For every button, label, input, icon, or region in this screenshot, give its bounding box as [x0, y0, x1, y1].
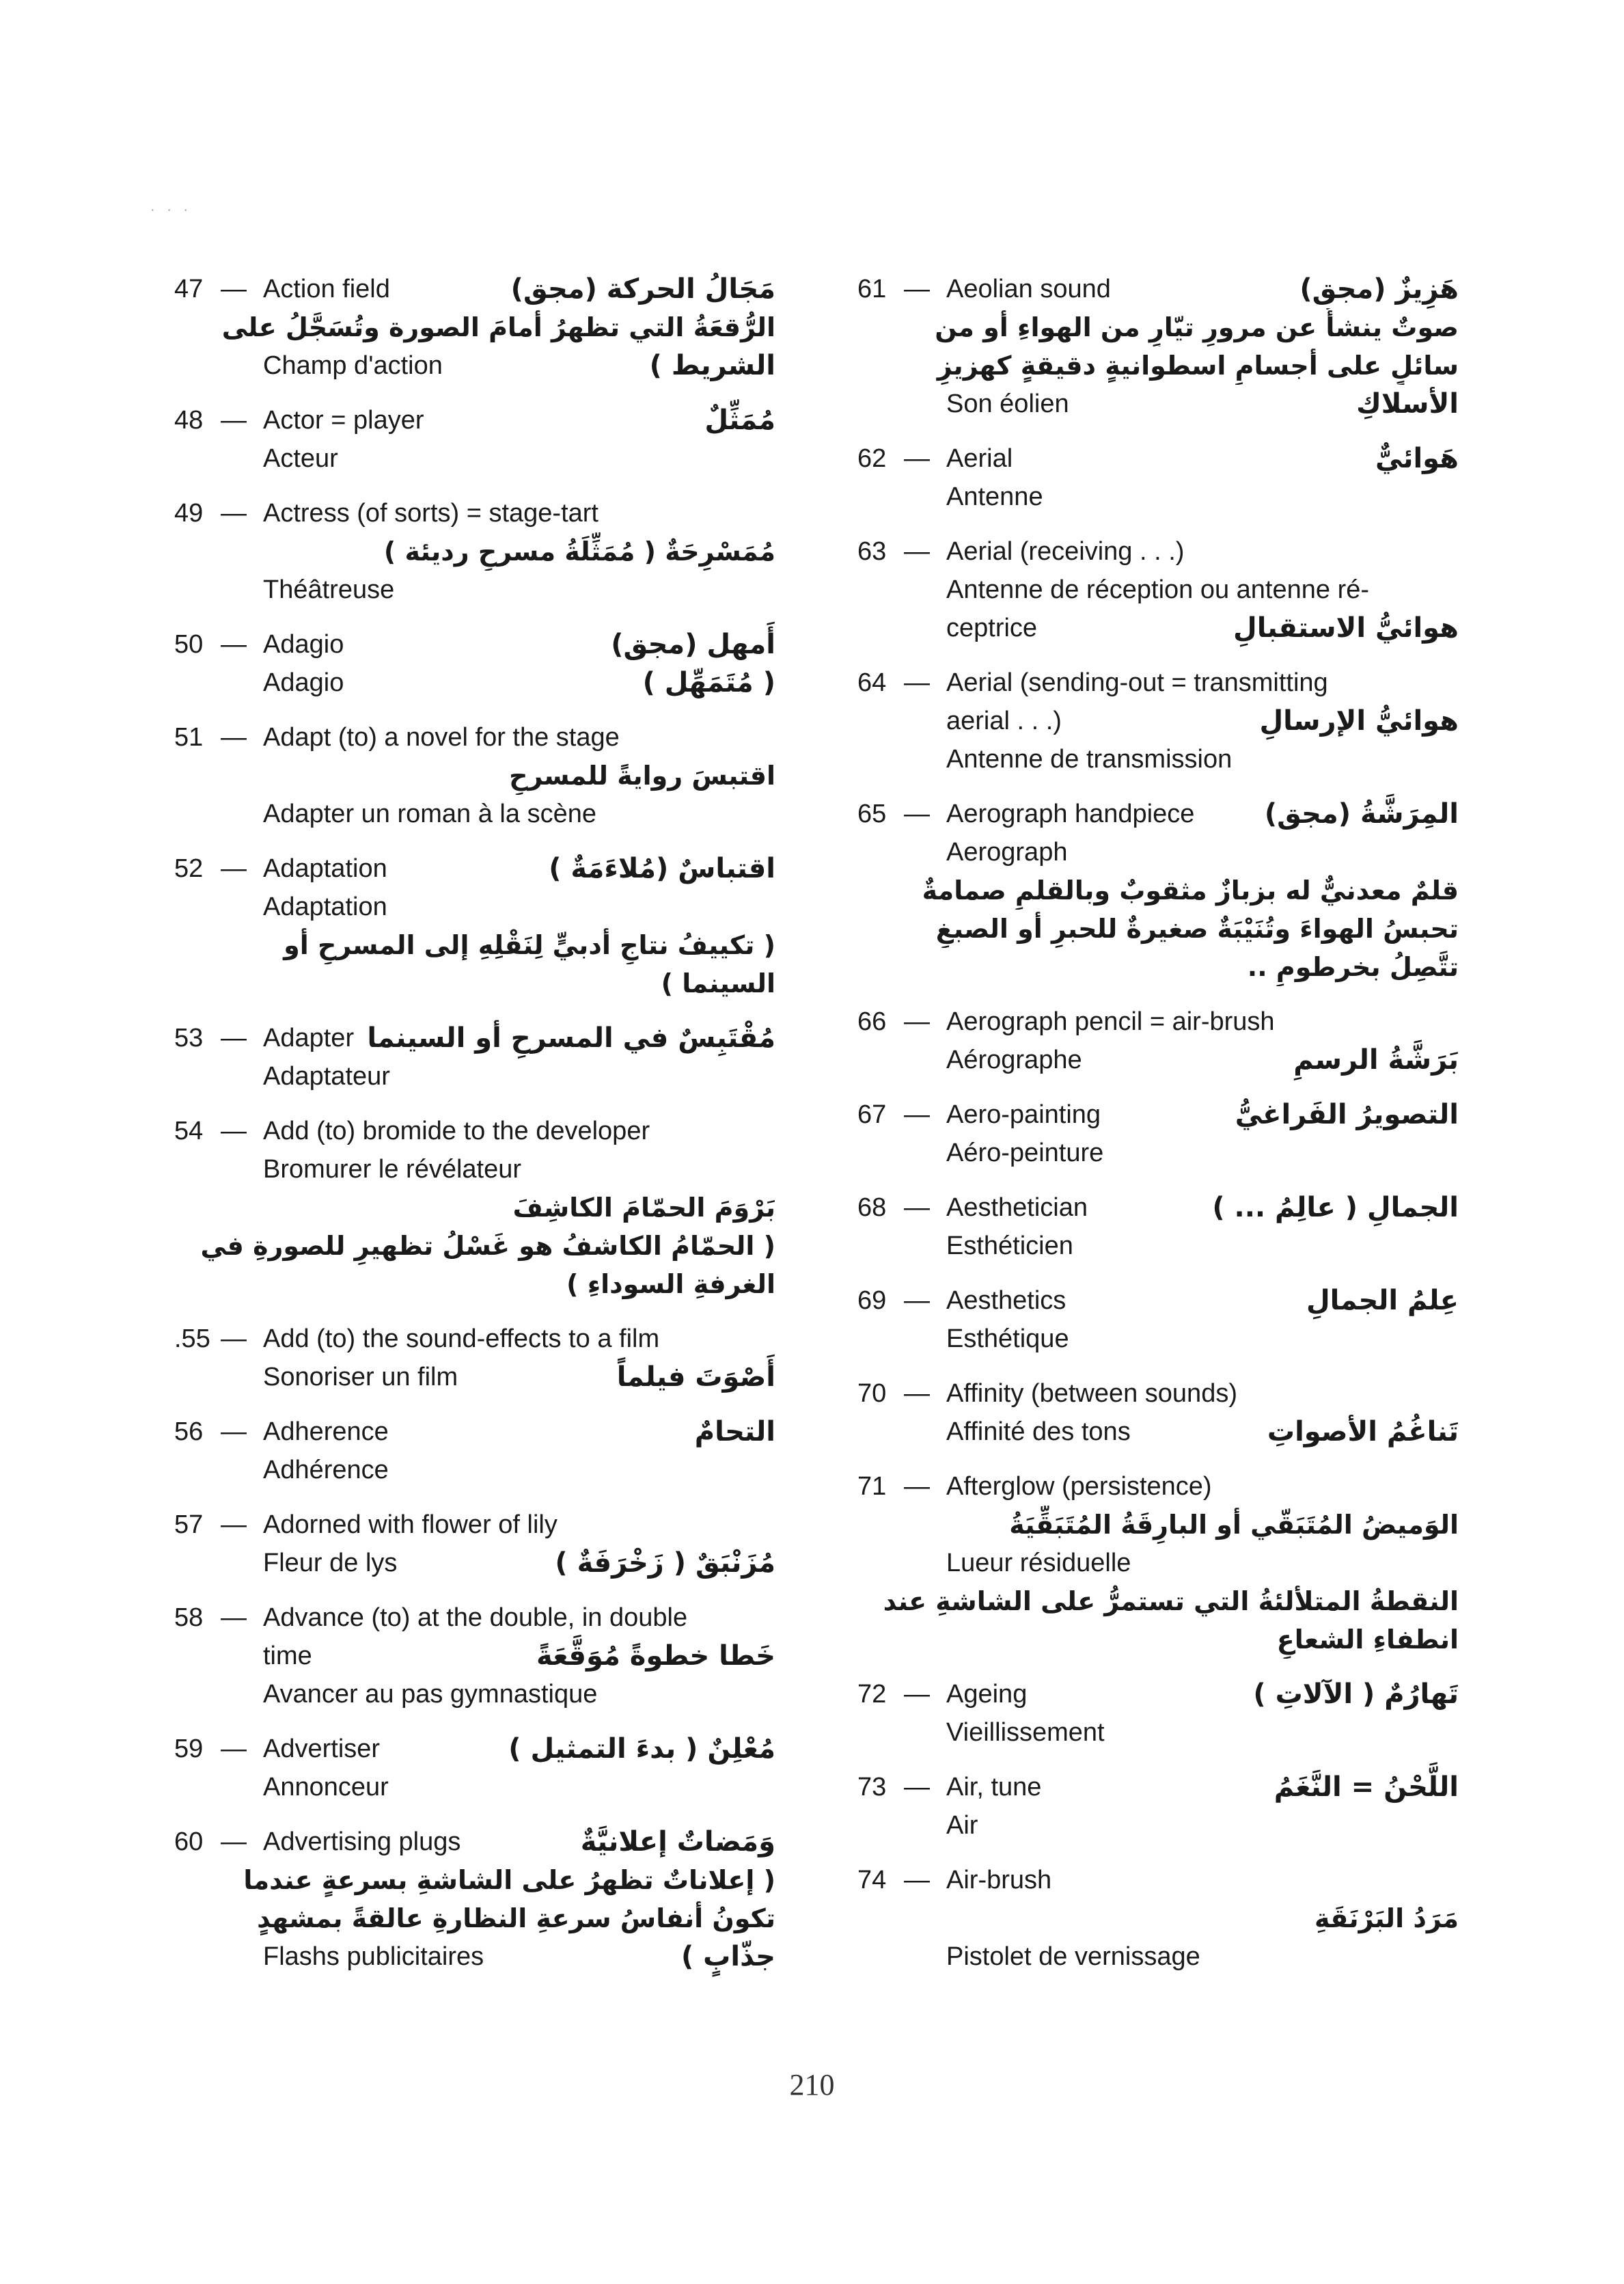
arabic-term: تَهارُمٌ ( الآلاتِ ): [1253, 1678, 1459, 1710]
arabic-definition: السينما ): [661, 968, 775, 998]
french-term: Antenne de réception ou antenne ré-: [946, 575, 1370, 604]
entry-dash: —: [904, 800, 930, 828]
entry-spacer: [857, 1659, 1459, 1675]
french-term: Adhérence: [263, 1456, 389, 1484]
arabic-term: أَمهل (مجق): [611, 629, 775, 660]
english-term: Afterglow (persistence): [946, 1472, 1212, 1501]
english-term: Adherence: [263, 1417, 389, 1446]
entry-dash: —: [904, 1193, 930, 1222]
entry-dash: —: [221, 854, 247, 883]
entry-dash: —: [904, 1100, 930, 1129]
entry-dash: —: [221, 275, 247, 303]
entry-dash: —: [904, 1472, 930, 1501]
dictionary-entry: [857, 532, 1459, 647]
arabic-definition: صوتٌ ينشأُ عن مرورِ تيّارٍ من الهواءِ أو من: [935, 312, 1459, 342]
english-term: Actor = player: [263, 406, 424, 435]
arabic-definition: ( الحمّامُ الكاشفُ هو غَسْلُ تظهيرِ للصورةِ في: [200, 1231, 775, 1261]
entry-line: [857, 1374, 1459, 1413]
entry-line: [857, 478, 1459, 516]
english-term: Actress (of sorts) = stage-tart: [263, 499, 598, 528]
english-term: Adagio: [263, 630, 344, 659]
entry-number: 48: [174, 406, 204, 435]
entry-line: [857, 1134, 1459, 1172]
entry-dash: —: [904, 1007, 930, 1036]
entry-dash: —: [221, 1324, 247, 1353]
entry-spacer: [857, 1265, 1459, 1281]
entry-spacer: [174, 1096, 775, 1112]
french-term: aerial . . .): [946, 707, 1062, 735]
entry-spacer: [174, 702, 775, 718]
english-term: Adapt (to) a novel for the stage: [263, 723, 620, 752]
entry-line: [174, 625, 775, 664]
scan-marks: · · ·: [150, 202, 193, 217]
entry-number: 52: [174, 854, 204, 883]
entry-dash: —: [904, 444, 930, 473]
entry-number: 49: [174, 499, 204, 528]
entry-line: [174, 1768, 775, 1806]
french-term: Annonceur: [263, 1773, 389, 1802]
entry-number: 69: [857, 1286, 887, 1315]
french-term: Avancer au pas gymnastique: [263, 1680, 598, 1709]
arabic-term: وَمَضاتٌ إعلانيَّةٌ: [580, 1826, 775, 1858]
entry-line: [857, 1096, 1459, 1134]
entry-spacer: [174, 1003, 775, 1019]
dictionary-entry: [857, 795, 1459, 986]
french-term: Pistolet de vernissage: [946, 1942, 1200, 1971]
entry-number: 54: [174, 1117, 204, 1145]
arabic-definition: الوَميضُ المُتَبَقّي أو البارِقَةُ المُتَبَقِّيَةُ: [1009, 1510, 1459, 1540]
arabic-term: خَطا خطوةً مُوَقَّعَةً: [536, 1640, 775, 1672]
english-term: Aerial: [946, 444, 1013, 473]
dictionary-entry: [857, 1861, 1459, 1976]
arabic-definition: النقطةُ المتلألئةُ التي تستمرُّ على الشاشةِ عند: [883, 1586, 1459, 1616]
dictionary-entry: [857, 1096, 1459, 1172]
english-term: Aesthetics: [946, 1286, 1066, 1315]
entry-spacer: [857, 1079, 1459, 1096]
french-term: Adaptation: [263, 893, 387, 921]
entry-dash: —: [904, 1680, 930, 1709]
entry-spacer: [174, 1976, 775, 1992]
entry-line: [174, 1057, 775, 1096]
french-term: Champ d'action: [263, 351, 443, 380]
entry-line: [857, 1003, 1459, 1041]
english-term: Aesthetician: [946, 1193, 1088, 1222]
entry-line: [174, 1112, 775, 1150]
entry-line: [174, 1599, 775, 1637]
entry-line: [857, 1675, 1459, 1713]
entry-number: 62: [857, 444, 887, 473]
entry-line: [857, 439, 1459, 478]
entry-spacer: [174, 1582, 775, 1599]
english-term: Aerial (sending-out = transmitting: [946, 668, 1328, 697]
arabic-term: هَوائيٌّ: [1375, 443, 1459, 474]
english-term: Affinity (between sounds): [946, 1379, 1237, 1408]
entry-line: [174, 718, 775, 757]
entry-spacer: [857, 423, 1459, 439]
dictionary-entry: [174, 718, 775, 833]
french-term: Adapter un roman à la scène: [263, 800, 596, 828]
entry-spacer: [857, 1451, 1459, 1467]
entry-spacer: [857, 1976, 1459, 1992]
entry-dash: —: [221, 1603, 247, 1632]
french-term: Antenne: [946, 482, 1043, 511]
arabic-term: بَرَشَّةُ الرسمِ: [1293, 1044, 1459, 1076]
french-term: Adaptateur: [263, 1062, 390, 1091]
english-term: Action field: [263, 275, 390, 303]
arabic-definition: بَرْوَمَ الحمّامَ الكاشِفَ: [512, 1193, 775, 1223]
entry-number: 61: [857, 275, 887, 303]
entry-line: [174, 1544, 775, 1582]
arabic-term: مُمَثِّلٌ: [704, 405, 775, 436]
entry-spacer: [174, 1303, 775, 1320]
french-term: Vieillissement: [946, 1718, 1105, 1747]
arabic-definition: اقتبسَ روايةً للمسرحِ: [509, 761, 775, 791]
entry-number: 71: [857, 1472, 887, 1501]
entry-line: [857, 1544, 1459, 1582]
entry-line: [857, 609, 1459, 647]
entry-number: 72: [857, 1680, 887, 1709]
entry-line: [174, 1413, 775, 1451]
english-term: Aerograph pencil = air-brush: [946, 1007, 1275, 1036]
entry-line: [857, 740, 1459, 778]
entry-dash: —: [904, 1379, 930, 1408]
dictionary-entry: [857, 1188, 1459, 1265]
entry-line: [174, 664, 775, 702]
entry-line: [857, 664, 1459, 702]
arabic-term: مُزَنْبَقٌ ( زَخْرَفَةٌ ): [555, 1547, 775, 1579]
entry-line: [857, 1713, 1459, 1752]
french-term: Flashs publicitaires: [263, 1942, 484, 1971]
arabic-term: هوائيُّ الإرسالِ: [1259, 705, 1459, 737]
entry-line: [174, 1451, 775, 1489]
entry-line: [174, 1358, 775, 1396]
arabic-term: الأسلاكِ: [1356, 388, 1459, 420]
arabic-term: هوائيُّ الاستقبالِ: [1233, 612, 1459, 644]
entry-dash: —: [221, 723, 247, 752]
arabic-term: الجمالِ ( عالِمُ ... ): [1212, 1192, 1459, 1223]
entry-spacer: [857, 1358, 1459, 1374]
entry-dash: —: [221, 1827, 247, 1856]
english-term: Advertiser: [263, 1735, 381, 1763]
entry-dash: —: [221, 1024, 247, 1052]
entry-line: [857, 1413, 1459, 1451]
arabic-definition: ( تكييفُ نتاجٍ أدبيٍّ لِنَقْلِهِ إلى المسرحِ أو: [284, 930, 775, 960]
dictionary-entry: [174, 1730, 775, 1806]
french-term: ceptrice: [946, 614, 1038, 642]
entry-spacer: [174, 385, 775, 401]
arabic-definition: تحبسُ الهواءَ وتُنَيْبَةٌ صغيرةٌ للحبرِ أو الصبغِ: [935, 914, 1459, 944]
entry-line: [857, 532, 1459, 571]
english-term: Add (to) bromide to the developer: [263, 1117, 650, 1145]
dictionary-entry: [174, 1112, 775, 1303]
entry-line: [857, 385, 1459, 423]
arabic-term: التحامٌ: [694, 1416, 775, 1447]
dictionary-entry: [857, 439, 1459, 516]
entry-number: 47: [174, 275, 204, 303]
entry-dash: —: [221, 1117, 247, 1145]
entry-spacer: [174, 833, 775, 849]
french-term: Affinité des tons: [946, 1417, 1131, 1446]
left-column: [174, 270, 775, 1992]
french-term: Théâtreuse: [263, 575, 395, 604]
entry-number: 64: [857, 668, 887, 697]
arabic-definition: مَرَدُ البَرْنَقَةِ: [1314, 1903, 1459, 1933]
arabic-term: هَزِيزٌ (مجق): [1299, 273, 1459, 305]
entry-dash: —: [904, 668, 930, 697]
entry-line: [174, 1730, 775, 1768]
french-term: Antenne de transmission: [946, 745, 1233, 774]
arabic-term: عِلمُ الجمالِ: [1306, 1285, 1459, 1316]
entry-line: [857, 1188, 1459, 1227]
entry-number: 66: [857, 1007, 887, 1036]
entry-line: [174, 401, 775, 439]
entry-line: [174, 1506, 775, 1544]
entry-number: 53: [174, 1024, 204, 1052]
dictionary-entry: [857, 1467, 1459, 1659]
entry-number: 65: [857, 800, 887, 828]
french-term: Esthétique: [946, 1324, 1069, 1353]
french-term: time: [263, 1642, 312, 1670]
entry-line: [857, 1861, 1459, 1899]
english-term: Adapter: [263, 1024, 355, 1052]
arabic-term: التصويرُ الفَراغيُّ: [1235, 1099, 1459, 1130]
entry-number: .55: [174, 1324, 210, 1353]
entry-number: 73: [857, 1773, 887, 1802]
arabic-term: المِرَشَّةُ (مجق): [1264, 798, 1459, 830]
english-term: Aero-painting: [946, 1100, 1101, 1129]
entry-line: [857, 1768, 1459, 1806]
arabic-definition: مُمَسْرِحَةٌ ( مُمَثِّلَةُ مسرحٍ رديئة ): [383, 536, 775, 567]
english-term: Adorned with flower of lily: [263, 1510, 558, 1539]
entry-number: 59: [174, 1735, 204, 1763]
english-term: Ageing: [946, 1680, 1028, 1709]
entry-line: [857, 1320, 1459, 1358]
entry-dash: —: [221, 499, 247, 528]
entry-number: 57: [174, 1510, 204, 1539]
french-term: Esthéticien: [946, 1232, 1073, 1260]
english-term: Air, tune: [946, 1773, 1042, 1802]
page-number: 210: [789, 2068, 835, 2102]
entry-number: 51: [174, 723, 204, 752]
entry-line: [857, 1041, 1459, 1079]
entry-line: [857, 1467, 1459, 1506]
entry-number: 70: [857, 1379, 887, 1408]
entry-spacer: [174, 1713, 775, 1730]
dictionary-entry: [174, 270, 775, 385]
arabic-term: جذّابٍ ): [680, 1941, 775, 1972]
entry-line: [174, 1675, 775, 1713]
entry-spacer: [857, 1752, 1459, 1768]
right-column: [857, 270, 1459, 1992]
dictionary-entry: [857, 1768, 1459, 1845]
entry-line: [174, 888, 775, 926]
entry-line: [857, 1281, 1459, 1320]
entry-spacer: [174, 1806, 775, 1823]
dictionary-entry: [174, 1320, 775, 1396]
english-term: Add (to) the sound-effects to a film: [263, 1324, 660, 1353]
entry-number: 60: [174, 1827, 204, 1856]
entry-number: 63: [857, 537, 887, 566]
entry-number: 58: [174, 1603, 204, 1632]
arabic-term: اقتباسٌ (مُلاءَمَةٌ ): [549, 853, 775, 884]
entry-line: [174, 1637, 775, 1675]
dictionary-entry: [174, 494, 775, 609]
arabic-term: مُعْلِنٌ ( بدءَ التمثيل ): [508, 1733, 775, 1765]
entry-dash: —: [904, 1773, 930, 1802]
entry-dash: —: [221, 630, 247, 659]
french-term: Son éolien: [946, 390, 1069, 418]
entry-spacer: [857, 1845, 1459, 1861]
arabic-definition: تتَّصِلُ بخرطومٍ ..: [1247, 952, 1459, 982]
entry-number: 50: [174, 630, 204, 659]
arabic-definition: انطفاءِ الشعاعِ: [1276, 1624, 1459, 1655]
entry-line: [857, 795, 1459, 833]
entry-number: 56: [174, 1417, 204, 1446]
dictionary-entry: [857, 1281, 1459, 1358]
french-term: Adagio: [263, 668, 344, 697]
entry-line: [174, 439, 775, 478]
entry-line: [857, 833, 1459, 871]
english-term: Advertising plugs: [263, 1827, 461, 1856]
entry-line: [857, 571, 1459, 609]
entry-spacer: [857, 516, 1459, 532]
french-term: Bromurer le révélateur: [263, 1155, 522, 1184]
dictionary-entry: [857, 1675, 1459, 1752]
arabic-definition: تكونُ أنفاسُ سرعةِ النظارةِ عالقةً بمشهدٍ: [257, 1903, 775, 1933]
dictionary-entry: [174, 1413, 775, 1489]
entry-line: [857, 270, 1459, 308]
french-term: Aérographe: [946, 1046, 1082, 1074]
arabic-term: مُقْتَبِسٌ في المسرحِ أو السينما: [367, 1022, 775, 1054]
entry-line: [174, 346, 775, 385]
french-term: Aerograph: [946, 838, 1068, 867]
arabic-term: ( مُتَمَهِّل ): [642, 667, 775, 698]
entry-line: [174, 494, 775, 532]
dictionary-entry: [857, 270, 1459, 423]
entry-spacer: [174, 1489, 775, 1506]
french-term: Aéro-peinture: [946, 1139, 1104, 1167]
french-term: Lueur résiduelle: [946, 1549, 1131, 1577]
entry-dash: —: [221, 1510, 247, 1539]
dictionary-entry: [174, 625, 775, 702]
entry-spacer: [857, 778, 1459, 795]
dictionary-entry: [174, 1599, 775, 1713]
entry-dash: —: [904, 1866, 930, 1894]
dictionary-entry: [174, 401, 775, 478]
entry-number: 74: [857, 1866, 887, 1894]
english-term: Advance (to) at the double, in double: [263, 1603, 688, 1632]
arabic-definition: قلمٌ معدنيٌّ له بزبازٌ مثقوبٌ وبالقلمِ صمامةٌ: [922, 875, 1459, 906]
entry-dash: —: [904, 1286, 930, 1315]
french-term: Sonoriser un film: [263, 1363, 458, 1391]
dictionary-entry: [174, 1506, 775, 1582]
entry-line: [174, 1938, 775, 1976]
english-term: Aerial (receiving . . .): [946, 537, 1185, 566]
arabic-term: الشريط ): [649, 350, 775, 381]
entry-line: [174, 1150, 775, 1188]
arabic-term: تَناغُمُ الأصواتِ: [1267, 1416, 1459, 1447]
entry-spacer: [857, 986, 1459, 1003]
english-term: Aerograph handpiece: [946, 800, 1195, 828]
entry-line: [857, 1806, 1459, 1845]
dictionary-entry: [174, 1019, 775, 1096]
french-term: Acteur: [263, 444, 338, 473]
arabic-term: اللَّحْنُ = النَّغَمُ: [1274, 1771, 1459, 1803]
english-term: Air-brush: [946, 1866, 1052, 1894]
entry-spacer: [857, 1172, 1459, 1188]
arabic-definition: ( إعلاناتٌ تظهرُ على الشاشةِ بسرعةٍ عندما: [243, 1865, 775, 1895]
entry-spacer: [857, 647, 1459, 664]
dictionary-entry: [857, 664, 1459, 778]
entry-line: [174, 849, 775, 888]
arabic-term: أَصْوَتَ فيلماً: [616, 1361, 775, 1393]
dictionary-entry: [174, 849, 775, 1003]
french-term: Fleur de lys: [263, 1549, 398, 1577]
entry-line: [174, 1320, 775, 1358]
entry-spacer: [174, 478, 775, 494]
entry-line: [857, 1227, 1459, 1265]
entry-line: [174, 571, 775, 609]
english-term: Adaptation: [263, 854, 387, 883]
arabic-definition: سائلٍ على أجسامٍ اسطوانيةٍ دقيقةٍ كهزيزِ: [937, 351, 1459, 381]
entry-line: [174, 1019, 775, 1057]
entry-line: [174, 270, 775, 308]
dictionary-entry: [174, 1823, 775, 1976]
entry-line: [857, 702, 1459, 740]
entry-number: 68: [857, 1193, 887, 1222]
english-term: Aeolian sound: [946, 275, 1111, 303]
entry-spacer: [174, 1396, 775, 1413]
entry-line: [857, 1938, 1459, 1976]
arabic-term: مَجَالُ الحركة (مجق): [510, 273, 775, 305]
entry-spacer: [174, 609, 775, 625]
entry-line: [174, 1823, 775, 1861]
dictionary-entry: [857, 1003, 1459, 1079]
entry-line: [174, 795, 775, 833]
entry-number: 67: [857, 1100, 887, 1129]
entry-dash: —: [904, 275, 930, 303]
dictionary-entry: [857, 1374, 1459, 1451]
entry-dash: —: [221, 406, 247, 435]
entry-dash: —: [221, 1735, 247, 1763]
arabic-definition: الغرفةِ السوداءِ ): [566, 1269, 775, 1299]
arabic-definition: الرُّقعَةُ التي تظهرُ أمامَ الصورة وتُسَجَّلُ على: [221, 312, 775, 342]
entry-dash: —: [904, 537, 930, 566]
entry-dash: —: [221, 1417, 247, 1446]
french-term: Air: [946, 1811, 978, 1840]
